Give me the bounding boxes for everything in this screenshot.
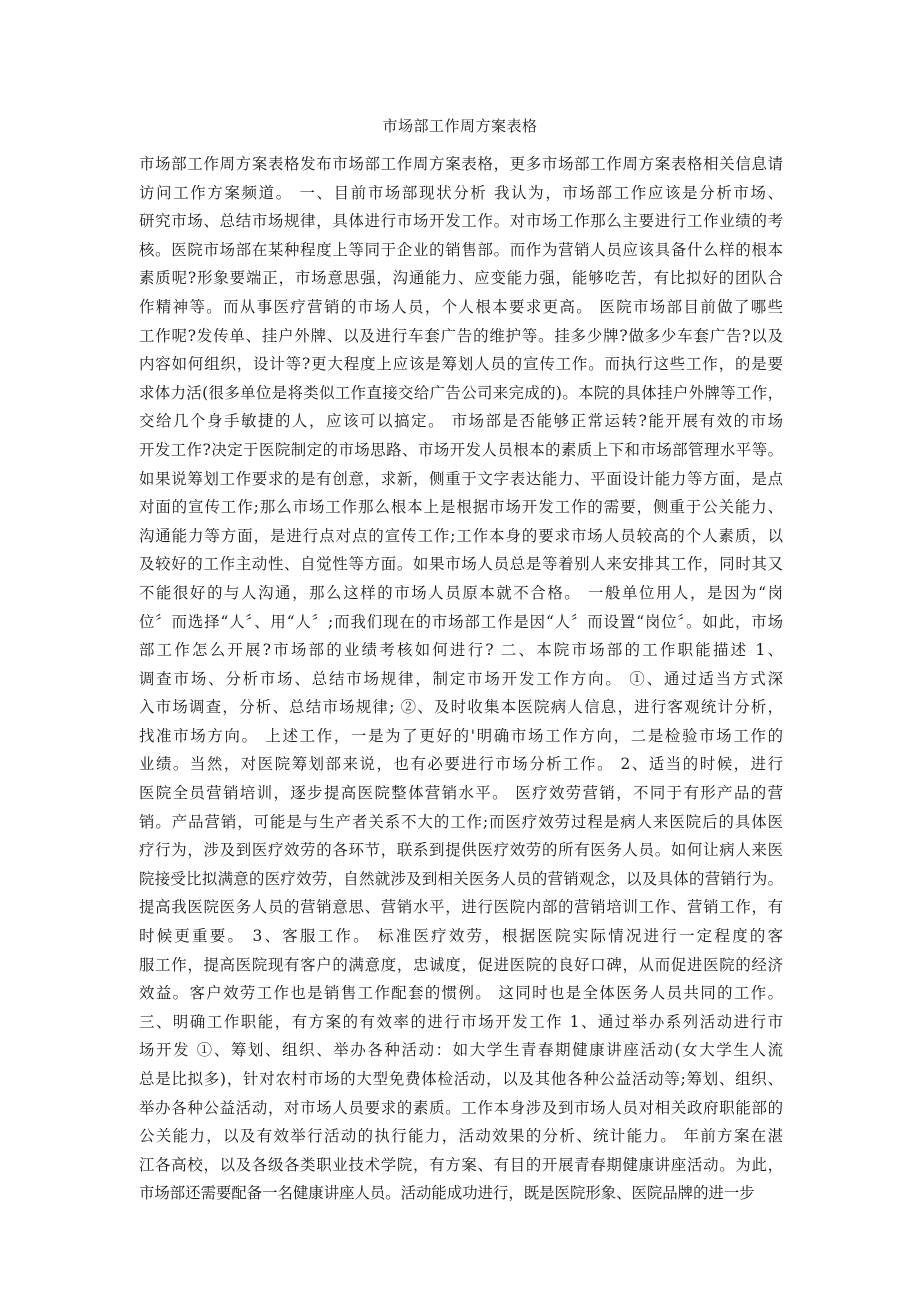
body-text-line: 素质呢?形象要端正，市场意思强，沟通能力、应变能力强，能够吃苦，有比拟好的团队合	[139, 269, 783, 288]
body-text-line: 核。医院市场部在某种程度上等同于企业的销售部。而作为营销人员应该具备什么样的根本	[139, 240, 783, 259]
body-text-line: 位〞而选择“人〞、用“人〞;而我们现在的市场部工作是因“人〞而设置“岗位〞。如此，市场	[139, 612, 783, 631]
body-text-line: 销。产品营销，可能是与生产者关系不大的工作;而医疗效劳过程是病人来医院后的具体医	[139, 812, 783, 831]
body-text-line: 院接受比拟满意的医疗效劳，自然就涉及到相关医务人员的营销观念，以及具体的营销行为。	[139, 869, 783, 888]
body-text-line: 公关能力，以及有效举行活动的执行能力，活动效果的分析、统计能力。 年前方案在湛	[139, 1127, 783, 1146]
body-text-line: 场开发 ①、筹划、组织、举办各种活动：如大学生青春期健康讲座活动(女大学生人流	[139, 1041, 783, 1060]
body-text-line: 内容如何组织，设计等?更大程度上应该是筹划人员的宣传工作。而执行这些工作，的是要	[139, 355, 783, 374]
body-text-line: 江各高校，以及各级各类职业技术学院，有方案、有目的开展青春期健康讲座活动。为此，	[139, 1155, 783, 1174]
body-text-line: 找准市场方向。 上述工作，一是为了更好的'明确市场工作方向，二是检验市场工作的	[139, 726, 783, 745]
body-text-line: 对面的宣传工作;那么市场工作那么根本上是根据市场开发工作的需要，侧重于公关能力、	[139, 498, 783, 517]
body-text-line: 市场部工作周方案表格发布市场部工作周方案表格，更多市场部工作周方案表格相关信息请	[139, 155, 783, 173]
body-text-line: 及较好的工作主动性、自觉性等方面。如果市场人员总是等着别人来安排其工作，同时其又	[139, 555, 783, 574]
body-text-line: 总是比拟多)，针对农村市场的大型免费体检活动，以及其他各种公益活动等;筹划、组织、	[139, 1070, 783, 1088]
body-text-line: 三、明确工作职能，有方案的有效率的进行市场开发工作 1、通过举办系列活动进行市	[139, 1012, 783, 1031]
body-text-line: 作精神等。而从事医疗营销的市场人员，个人根本要求更高。 医院市场部目前做了哪些	[139, 297, 783, 316]
body-text-line: 市场部还需要配备一名健康讲座人员。活动能成功进行，既是医院形象、医院品牌的进一步	[139, 1184, 755, 1203]
body-text-line: 疗行为，涉及到医疗效劳的各环节，联系到提供医疗效劳的所有医务人员。如何让病人来医	[139, 841, 783, 860]
body-text-line: 部工作怎么开展?市场部的业绩考核如何进行? 二、本院市场部的工作职能描述 1、	[139, 641, 783, 660]
document-body	[139, 150, 783, 1280]
body-text-line: 业绩。当然，对医院筹划部来说，也有必要进行市场分析工作。 2、适当的时候，进行	[139, 755, 783, 774]
body-text-line: 提高我医院医务人员的营销意思、营销水平，进行医院内部的营销培训工作、营销工作，有	[139, 898, 783, 917]
body-text-line: 举办各种公益活动，对市场人员要求的素质。工作本身涉及到市场人员对相关政府职能部的	[139, 1098, 783, 1117]
body-text-line: 调查市场、分析市场、总结市场规律，制定市场开发工作方向。 ①、通过适当方式深	[139, 669, 783, 688]
body-text-line: 医院全员营销培训，逐步提高医院整体营销水平。 医疗效劳营销，不同于有形产品的营	[139, 784, 783, 803]
body-text-line: 沟通能力等方面，是进行点对点的宣传工作;工作本身的要求市场人员较高的个人素质，以	[139, 526, 783, 545]
body-text-line: 不能很好的与人沟通，那么这样的市场人员原本就不合格。 一般单位用人，是因为“岗	[139, 583, 783, 602]
body-text-line: 服工作，提高医院现有客户的满意度，忠诚度，促进医院的良好口碑，从而促进医院的经济	[139, 955, 783, 974]
body-text-line: 交给几个身手敏捷的人，应该可以搞定。 市场部是否能够正常运转?能开展有效的市场	[139, 412, 783, 431]
body-text-line: 工作呢?发传单、挂户外牌、以及进行车套广告的维护等。挂多少牌?做多少车套广告?以及	[139, 326, 783, 345]
body-text-line: 入市场调查，分析、总结市场规律; ②、及时收集本医院病人信息，进行客观统计分析，	[139, 698, 783, 717]
body-text-line: 求体力活(很多单位是将类似工作直接交给广告公司来完成的)。本院的具体挂户外牌等工作，	[139, 383, 783, 402]
body-text-line: 如果说筹划工作要求的是有创意，求新，侧重于文字表达能力、平面设计能力等方面，是点	[139, 469, 783, 488]
body-text-line: 效益。客户效劳工作也是销售工作配套的惯例。 这同时也是全体医务人员共同的工作。	[139, 984, 783, 1003]
body-text-line: 访问工作方案频道。 一、目前市场部现状分析 我认为，市场部工作应该是分析市场、	[139, 183, 783, 202]
body-text-line: 开发工作?决定于医院制定的市场思路、市场开发人员根本的素质上下和市场部管理水平等。	[139, 440, 783, 459]
body-text-line: 时候更重要。 3、客服工作。 标准医疗效劳，根据医院实际情况进行一定程度的客	[139, 927, 783, 946]
body-text-line: 研究市场、总结市场规律，具体进行市场开发工作。对市场工作那么主要进行工作业绩的考	[139, 212, 783, 231]
document-title: 市场部工作周方案表格	[382, 117, 538, 135]
